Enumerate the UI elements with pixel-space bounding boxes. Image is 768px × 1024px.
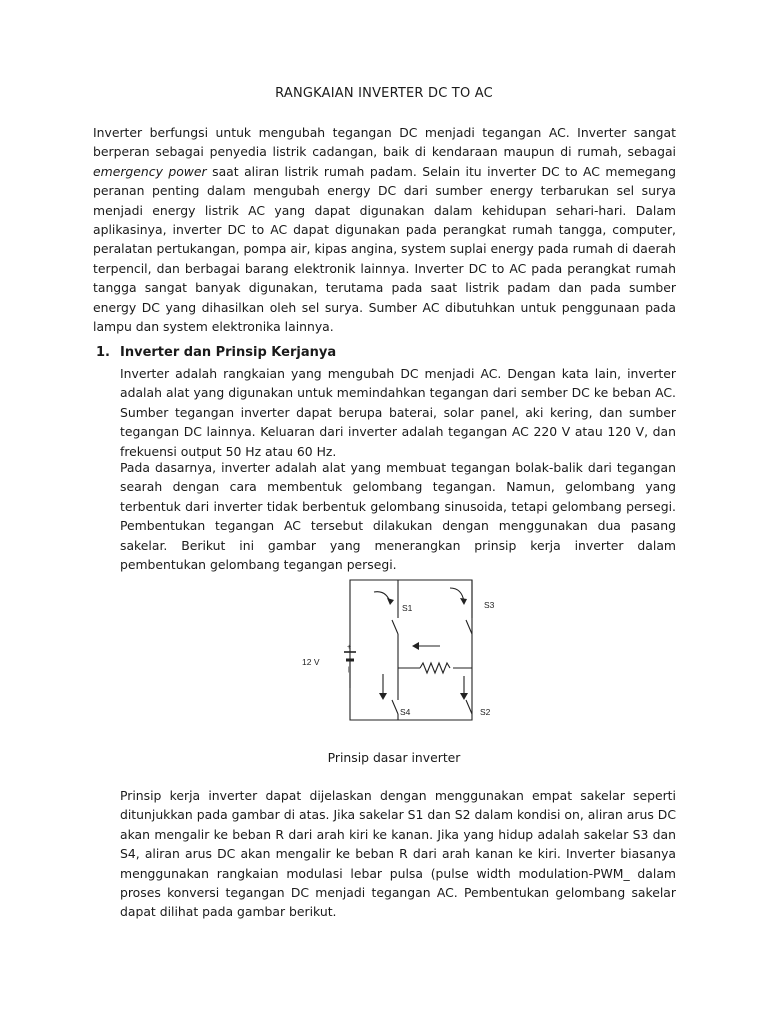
section-heading [96,345,336,360]
intro-paragraph [93,123,676,336]
arrowhead-s4 [379,693,387,700]
label-s1: S1 [402,603,413,613]
section-paragraph-3: Prinsip kerja inverter dapat dijelaskan dengan menggunakan empat sakelar seperti ditunjukkan pada gambar di atas. Jika sakelar S1 dan S2 dalam kondisi on, aliran arus DC akan mengalir ke beban R dari arah kiri ke kanan. Jika yang hidup adalah sakelar S3 dan S4, aliran arus DC akan mengalir ke beban R dari arah kanan ke kiri. Inverter biasanya menggunakan rangkaian modulasi lebar pulsa (pulse width modulation-PWM_ dalam proses konversi tegangan DC menjadi tegangan AC. Pembentukan gelombang sakelar dapat dilihat pada gambar berikut. [120,788,676,920]
label-s3: S3 [484,600,495,610]
switch-s4-lever [392,700,398,714]
switch-s3-lever [466,620,472,634]
resistor-load [420,663,450,673]
arrowhead-s1 [387,598,394,605]
switch-s2-lever [466,700,472,714]
document-title: RANGKAIAN INVERTER DC TO AC [275,86,493,101]
arrowhead-s2 [460,693,468,700]
section-paragraph-1: Inverter adalah rangkaian yang mengubah DC menjadi AC. Dengan kata lain, inverter adalah alat yang digunakan untuk memindahkan tegangan dari sember DC ke beban AC. Sumber tegangan inverter dapat berupa baterai, solar panel, aki kering, dan sumber tegangan DC lainnya. Keluaran dari inverter adalah tegangan AC 220 V atau 120 V, dan frekuensi output 50 Hz atau 60 Hz. [120,366,676,459]
arrowhead-s3 [460,598,467,605]
label-s4: S4 [400,707,411,717]
figure-caption: Prinsip dasar inverter [327,750,461,765]
section-paragraph-2: Pada dasarnya, inverter adalah alat yang membuat tegangan bolak-balik dari tegangan searah dengan cara membentuk gelombang tegangan. Namun, gelombang yang terbentuk dari inverter tidak berbentuk gelombang sinusoida, tetapi gelombang persegi. Pembentukan tegangan AC tersebut dilakukan dengan menggunakan dua pasang sakelar. Berikut ini gambar yang menerangkan prinsip kerja inverter dalam pembentukan gelombang tegangan persegi. [120,460,676,573]
label-minus: | [348,667,350,673]
circuit-frame [350,580,472,720]
section-title: Inverter dan Prinsip Kerjanya [120,345,337,360]
intro-emphasis: emergency power [93,163,207,179]
switch-s1-lever [392,620,398,634]
label-s2: S2 [480,707,491,717]
label-12v: 12 V [302,657,320,667]
section-number: 1. [96,345,110,360]
label-plus: + [347,644,352,651]
intro-text-part1: Inverter berfungsi untuk mengubah tegangan DC menjadi tegangan AC. Inverter sangat berperan sebagai penyedia listrik cadangan, baik di kendaraan maupun di rumah, sebagai [93,125,676,160]
inverter-circuit-diagram [290,578,510,728]
intro-text-part2: saat aliran listrik rumah padam. Selain itu inverter DC to AC memegang peranan penting dalam mengubah energy DC dari sumber energy terbarukan sel surya menjadi energy listrik AC yang dapat digunakan dalam kehidupan sehari-hari. Dalam aplikasinya, inverter DC to AC dapat digunakan pada perangkat rumah tangga, computer, peralatan pertukangan, pompa air, kipas angina, system suplai energy pada rumah di daerah terpencil, dan berbagai barang elektronik lainnya. Inverter DC to AC pada perangkat rumah tangga sangat banyak digunakan, terutama pada saat listrik padam dan pada sumber energy DC yang dihasilkan oleh sel surya. Sumber AC dibutuhkan untuk penggunaan pada lampu dan system elektronika lainnya. [93,163,676,335]
arrow-s1-curve [374,592,390,602]
arrowhead-left [412,642,419,650]
